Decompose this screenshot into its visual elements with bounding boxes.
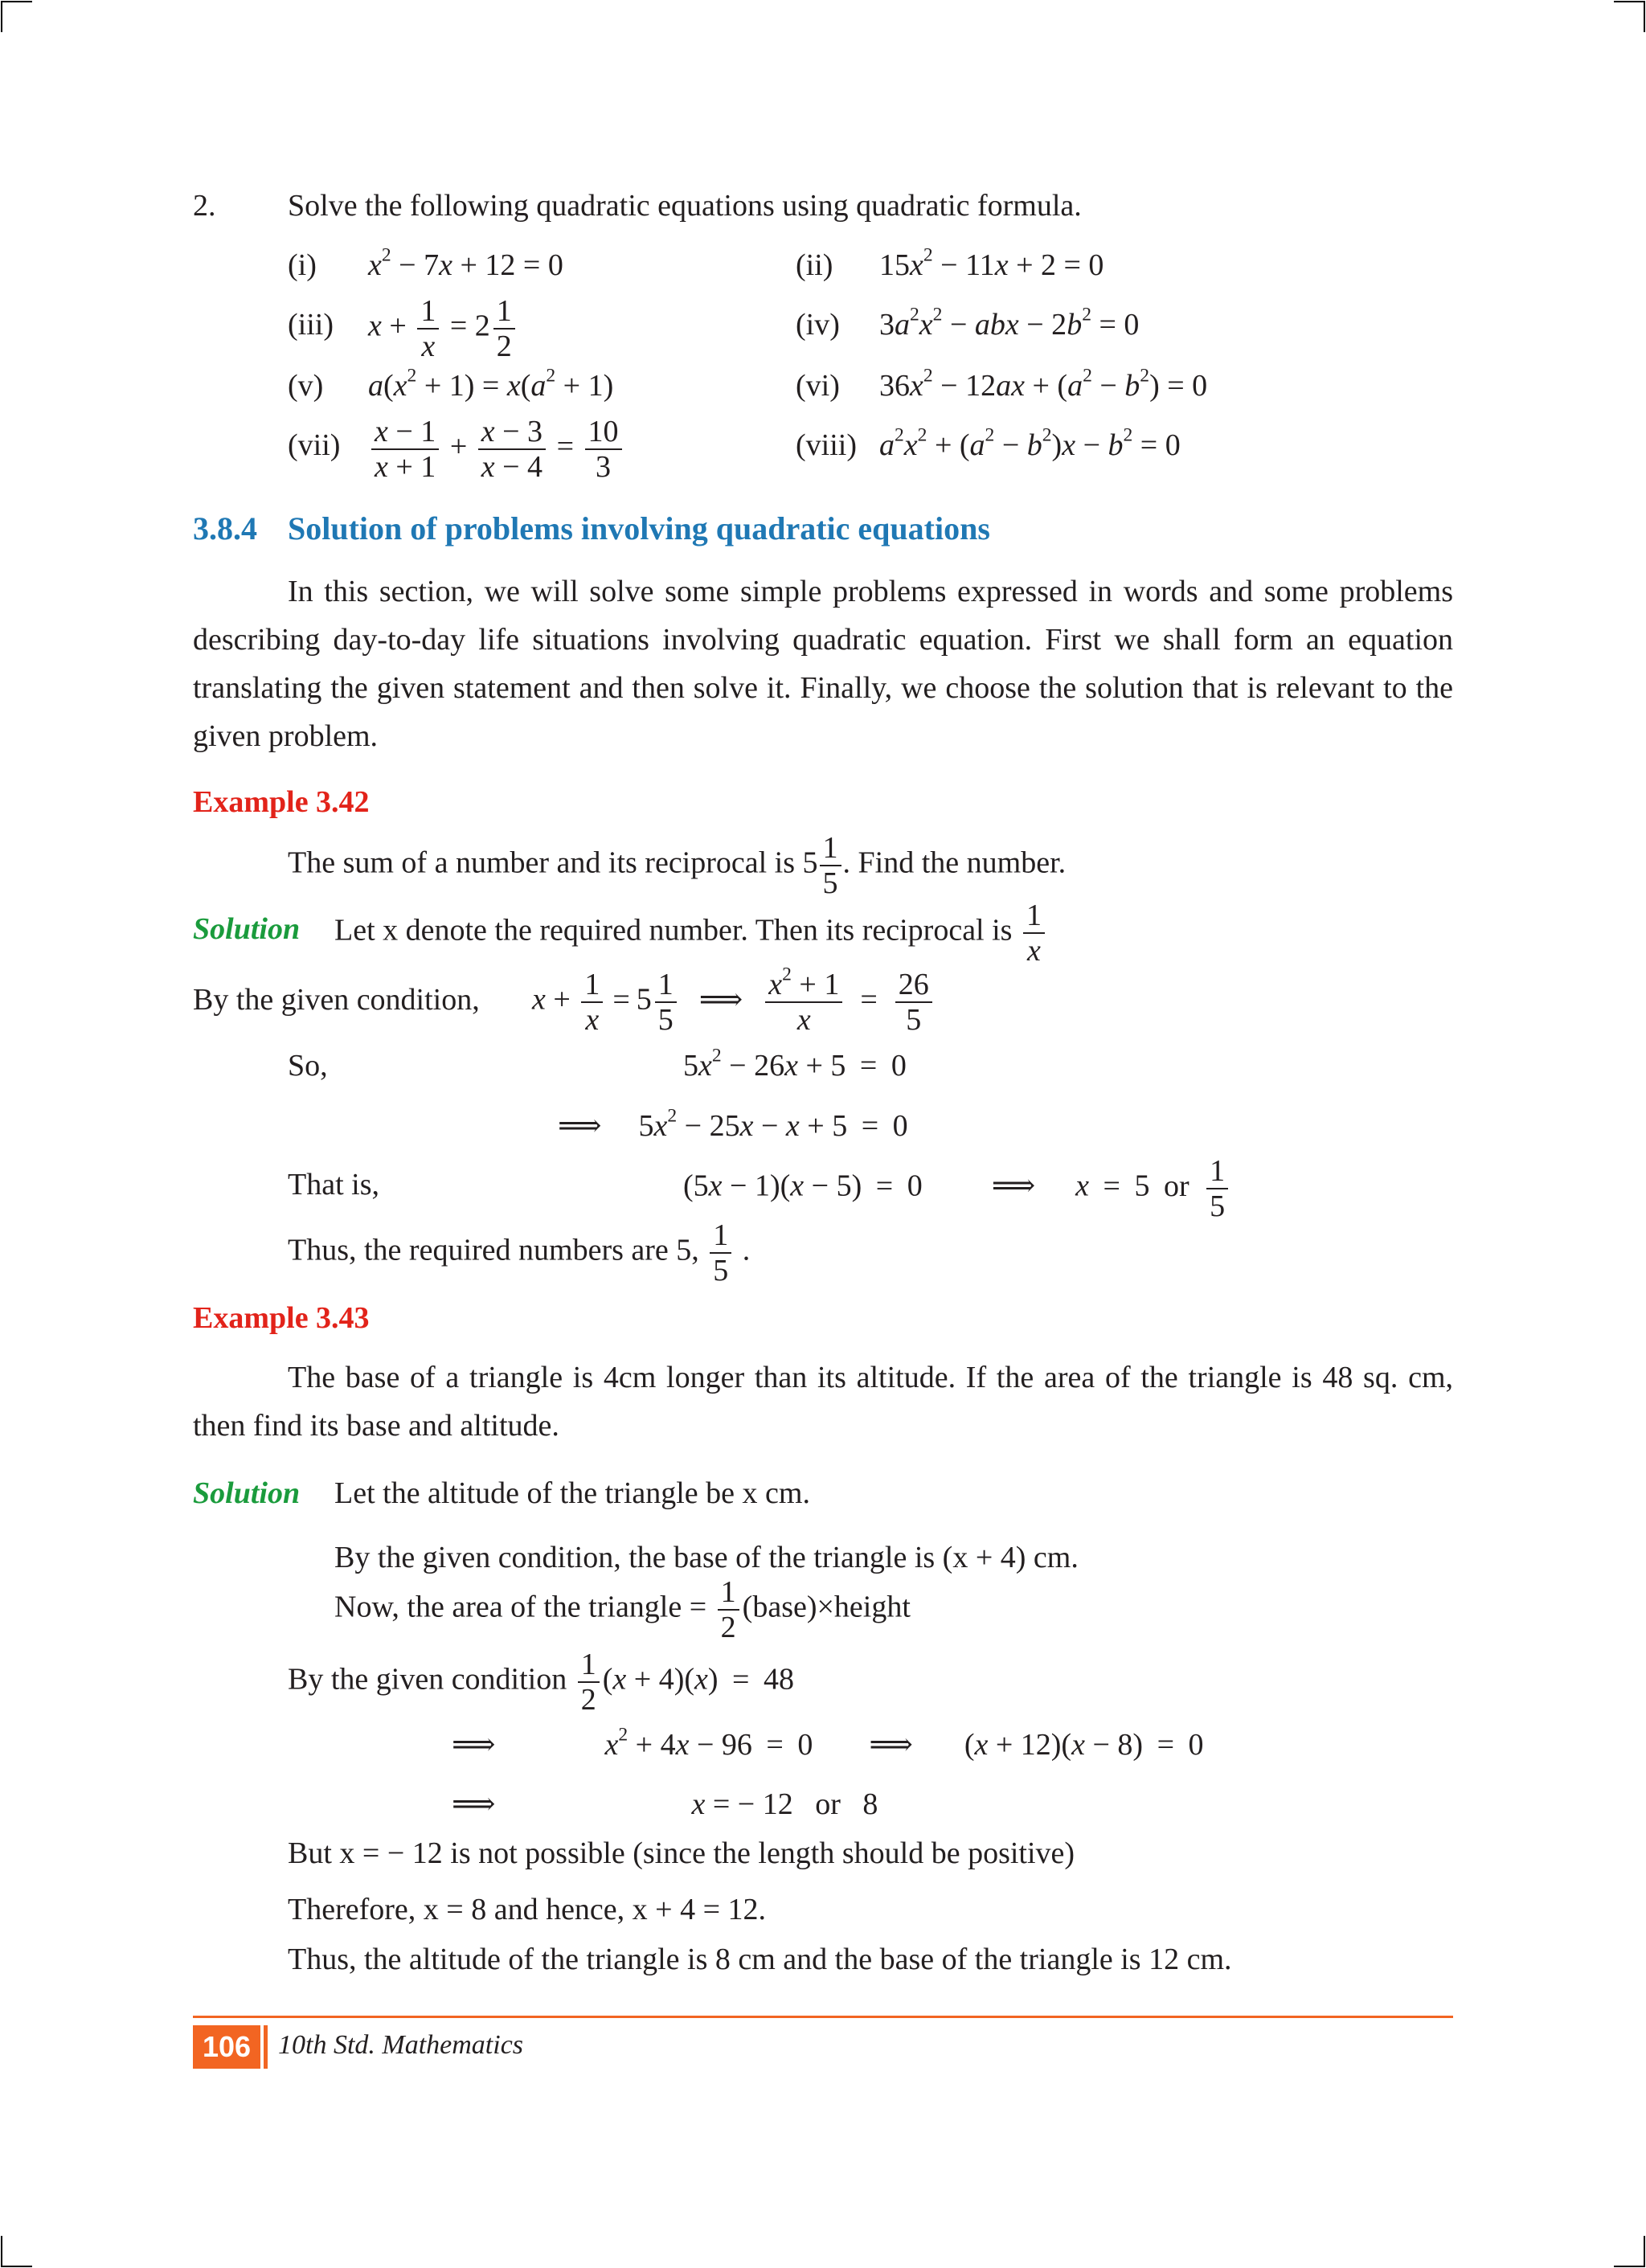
solution-intro: Let x denote the required number. Then its reciprocal is $\frac{1}{x}$ (334, 900, 1048, 966)
equation-ii: $15x^2 - 11x + 2 = 0$ (879, 244, 1104, 282)
statement-text-end: . Find the number. (842, 845, 1067, 880)
solution-intro-2: Let the altitude of the triangle be x cm. (334, 1476, 810, 1510)
area-text: Now, the area of the triangle = (334, 1590, 707, 1624)
exercise-instruction: Solve the following quadratic equations using quadratic formula. (288, 189, 1082, 223)
statement-text: The sum of a number and its reciprocal is 5 (288, 845, 818, 880)
eq-label-iii: (iii) (288, 308, 334, 342)
eq-label-v: (v) (288, 369, 324, 403)
section-title: Solution of problems involving quadratic equations (288, 510, 990, 547)
so-label: So, (288, 1049, 328, 1083)
footer-rule (193, 2016, 1453, 2018)
example-statement: The sum of a number and its reciprocal is 5 $\frac{1}{5}$ . Find the number. (288, 831, 1067, 900)
equation-step-2: ⟹ $5x^2 - 25x - x + 5 = 0$ (558, 1105, 908, 1143)
eq-label-i: (i) (288, 248, 317, 282)
equation-step-1: $5x^2 - 26x + 5 = 0$ (683, 1045, 907, 1083)
solution-text: Let x denote the required number. Then its reciprocal is (334, 913, 1013, 948)
eq-label-viii: (viii) (796, 428, 857, 462)
eq-label-iv: (iv) (796, 308, 840, 342)
example-heading: Example 3.42 (193, 785, 370, 819)
equation-iii: x + $\frac{1}{x}$ = 2 $\frac{1}{2}$ (368, 296, 518, 362)
area-text-end: (base)×height (742, 1590, 911, 1624)
equation-step-4: ⟹ $x^2 + 4x - 96 = 0$ ⟹ (x + 12)(x − 8) = 0 (452, 1724, 1204, 1762)
that-is-label: That is, (288, 1168, 379, 1202)
equation-v: $a(x^2 + 1) = x(a^2 + 1)$ (368, 365, 614, 403)
base-statement: By the given condition, the base of the triangle is (x + 4) cm. (334, 1541, 1079, 1574)
example-conclusion: Thus, the required numbers are 5, $\frac{1}{5}$ . (288, 1218, 751, 1288)
equation-vii: $\frac{x - 1}{x + 1}$ + $\frac{x - 3}{x - 4}$ = $\frac{10}{3}$ (368, 416, 625, 482)
equation-viii: $a^2x^2 + (a^2 - b^2)x - b^2 = 0$ (879, 424, 1181, 462)
eq-label-vi: (vi) (796, 369, 840, 403)
page-number: 106 (193, 2025, 260, 2069)
given-condition-label-2: By the given condition $\frac{1}{2}$ (x + 4)(x) = 48 (288, 1648, 794, 1717)
exercise-number: 2. (193, 189, 216, 223)
crop-mark-bottom-left (0, 2236, 32, 2268)
solution-label: Solution (193, 912, 301, 946)
therefore-line: Therefore, x = 8 and hence, x + 4 = 12. (288, 1893, 767, 1926)
crop-mark-bottom-right (1614, 2236, 1646, 2268)
eq-label-vii: (vii) (288, 428, 341, 462)
eq-label-ii: (ii) (796, 248, 833, 282)
not-possible-note: But x = − 12 is not possible (since the length should be positive) (288, 1836, 1075, 1870)
equation-vi: $36x^2 - 12ax + (a^2 - b^2) = 0$ (879, 365, 1208, 403)
equation-step-3: (5x − 1)(x − 5) = 0 ⟹ x = 5 or $\frac{1}{5}$ (683, 1156, 1231, 1222)
book-title: 10th Std. Mathematics (278, 2030, 524, 2060)
equation-i: $x^2 - 7x + 12 = 0$ (368, 244, 563, 282)
section-number: 3.8.4 (193, 510, 257, 547)
given-condition-equation: x + $\frac{1}{x}$ = 5 $\frac{1}{5}$ ⟹ $\frac{x^2 + 1}{x}$ = $\frac{26}{5}$ (532, 969, 936, 1035)
example-heading-2: Example 3.43 (193, 1301, 370, 1335)
equation-iv: $3a^2x^2$ − abx − $2b^2 = 0$ (879, 304, 1140, 342)
example-conclusion-2: Thus, the altitude of the triangle is 8 cm and the base of the triangle is 12 cm. (288, 1943, 1232, 1976)
crop-mark-top-left (0, 0, 32, 32)
solution-label-2: Solution (193, 1476, 301, 1510)
given-text: By the given condition (288, 1662, 567, 1697)
given-condition-label: By the given condition, (193, 983, 480, 1017)
conclusion-text: Thus, the required numbers are 5, (288, 1233, 699, 1267)
area-formula: Now, the area of the triangle = $\frac{1}{2}$ (base)×height (334, 1575, 911, 1644)
footer-stripe (264, 2025, 268, 2069)
crop-mark-top-right (1614, 0, 1646, 32)
section-intro: In this section, we will solve some simple problems expressed in words and some problems describing day-to-day life situations involving quadratic equation. First we shall form an equation translating the given statement and then solve it. Finally, we choose the solution that is relevant to the given problem. (193, 575, 1453, 753)
equation-step-5: ⟹ x = − 12 or 8 (452, 1787, 878, 1821)
example-statement-2: The base of a triangle is 4cm longer than its altitude. If the area of the triangle is 48 sq. cm, then find its base and altitude. (193, 1361, 1453, 1443)
